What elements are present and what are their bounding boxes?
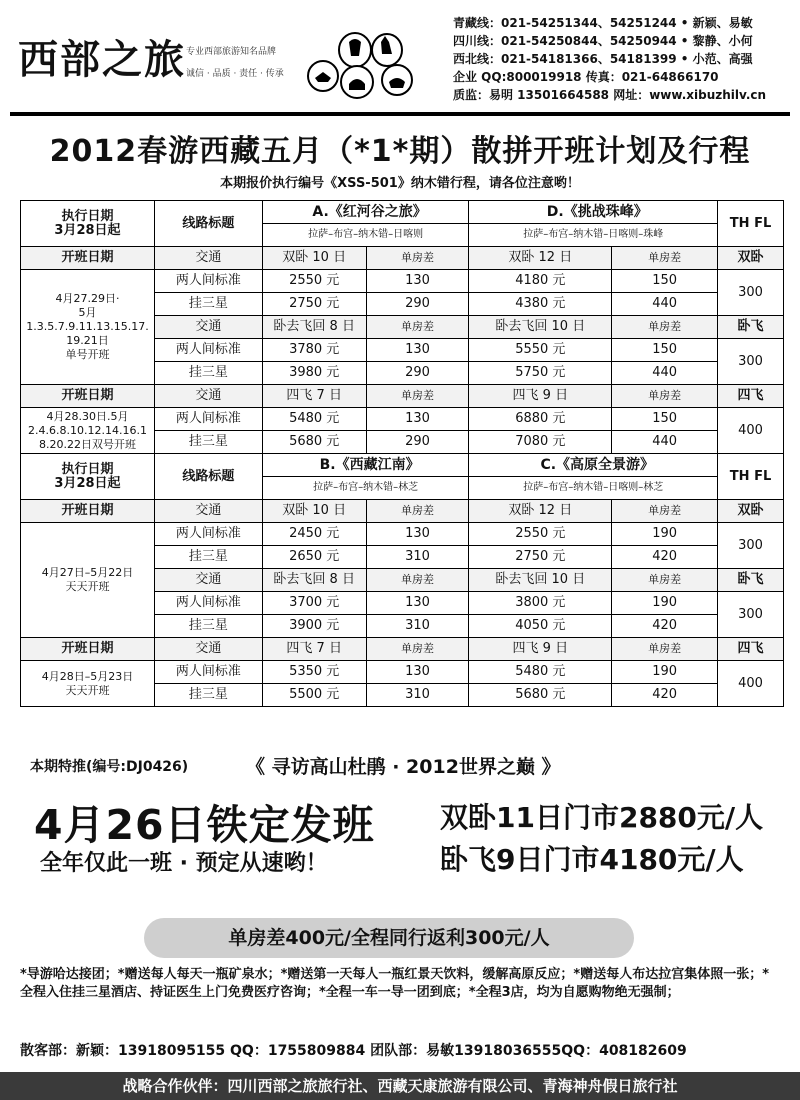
notes-text: *导游哈达接团；*赠送每人每天一瓶矿泉水；*赠送第一天每人一瓶红景天饮料，缓解高原反应；*赠送每人布达拉宫集体照一张；*全程入住挂三星酒店、持证医生上门免费医疗咨询；*全程一车一导一团到底；*全程3店，均为自愿购物绝无强制； <box>20 967 769 1000</box>
table-cell: 2750 元 <box>262 293 366 316</box>
table-cell: 150 <box>612 408 718 431</box>
table-cell: 130 <box>366 592 469 615</box>
route-title-label: 线路标题 <box>154 201 262 247</box>
table-cell: 开班日期 <box>21 385 155 408</box>
contact-line: 质监：易明 13501664588 网址：www.xibuzhilv.cn <box>453 88 767 102</box>
table-cell: 挂三星 <box>154 362 262 385</box>
table-cell: 双卧 <box>718 247 784 270</box>
table-cell: 310 <box>366 546 469 569</box>
table-cell: 310 <box>366 684 469 707</box>
table-cell: 3900 元 <box>262 615 366 638</box>
table-cell: 四飞 7 日 <box>262 385 366 408</box>
table-row <box>21 523 784 546</box>
schedule-table <box>20 200 784 707</box>
table-row <box>21 638 784 661</box>
table-cell: 2550 元 <box>469 523 612 546</box>
table-cell: 5680 元 <box>262 431 366 454</box>
table-cell: 两人间标准 <box>154 592 262 615</box>
table-row <box>21 454 784 477</box>
table-cell: 挂三星 <box>154 546 262 569</box>
table-row <box>21 385 784 408</box>
table-row <box>21 661 784 684</box>
route-title-label: 线路标题 <box>154 454 262 500</box>
table-cell: 4180 元 <box>469 270 612 293</box>
table-row <box>21 201 784 224</box>
brand-slogan: 专业西部旅游知名品牌 <box>186 47 277 57</box>
exec-date-cell: 执行日期 3月28日起 <box>21 201 155 247</box>
table-cell: 5350 元 <box>262 661 366 684</box>
table-cell: 290 <box>366 362 469 385</box>
table-cell: 150 <box>612 339 718 362</box>
table-cell: 卧飞 <box>718 316 784 339</box>
table-cell: 四飞 9 日 <box>469 385 612 408</box>
table-cell: 310 <box>366 615 469 638</box>
table-cell: 两人间标准 <box>154 270 262 293</box>
table-cell: 四飞 <box>718 385 784 408</box>
fixed-departure-date: 4月26日铁定发班 <box>34 801 375 849</box>
table-cell: 420 <box>612 615 718 638</box>
table-cell: 单房差 <box>612 500 718 523</box>
table-cell: 单房差 <box>366 385 469 408</box>
thfl-label: TH FL <box>718 454 784 500</box>
partners-footer: 战略合作伙伴：四川西部之旅旅行社、西藏天康旅游有限公司、青海神舟假日旅行社 <box>0 1072 800 1100</box>
table-cell: 440 <box>612 293 718 316</box>
price-line: 卧飞9日门市4180元/人 <box>440 843 744 876</box>
special-title: 《 寻访高山杜鹃 · 2012世界之巅 》 <box>246 756 561 778</box>
table-cell: 2450 元 <box>262 523 366 546</box>
table-cell: 7080 元 <box>469 431 612 454</box>
table-cell: 开班日期 <box>21 500 155 523</box>
table-cell: 交通 <box>154 385 262 408</box>
table-cell: 两人间标准 <box>154 661 262 684</box>
table-cell: 420 <box>612 546 718 569</box>
table-cell: 双卧 10 日 <box>262 500 366 523</box>
table-cell: 单房差 <box>612 385 718 408</box>
table-cell: 双卧 12 日 <box>469 500 612 523</box>
dates-cell: 4月27.29日· 5月 1.3.5.7.9.11.13.15.17. 19.21日 单号开班 <box>21 270 155 385</box>
table-cell: 190 <box>612 661 718 684</box>
table-cell: 单房差 <box>612 247 718 270</box>
table-cell: 3980 元 <box>262 362 366 385</box>
table-cell: 挂三星 <box>154 615 262 638</box>
table-cell: 卧飞 <box>718 569 784 592</box>
table-cell: 挂三星 <box>154 293 262 316</box>
table-cell: 卧去飞回 10 日 <box>469 316 612 339</box>
table-cell: 150 <box>612 270 718 293</box>
route-c-path: 拉萨–布宫–纳木错–日喀则–林芝 <box>469 477 718 500</box>
table-row <box>21 270 784 293</box>
table-cell: 4380 元 <box>469 293 612 316</box>
table-cell: 130 <box>366 339 469 362</box>
table-cell: 130 <box>366 523 469 546</box>
route-d-name: D.《挑战珠峰》 <box>469 201 718 224</box>
table-cell: 420 <box>612 684 718 707</box>
table-cell: 300 <box>718 592 784 638</box>
table-cell: 单房差 <box>366 500 469 523</box>
table-cell: 4050 元 <box>469 615 612 638</box>
table-cell: 交通 <box>154 569 262 592</box>
table-cell: 双卧 10 日 <box>262 247 366 270</box>
exec-date-cell: 执行日期 3月28日起 <box>21 454 155 500</box>
only-one-notice: 全年仅此一班 · 预定从速哟！ <box>40 851 328 876</box>
table-cell: 单房差 <box>366 316 469 339</box>
transport-label: 交通 <box>154 247 262 270</box>
dates-cell: 4月28日–5月23日 天天开班 <box>21 661 155 707</box>
rebate-banner: 单房差400元/全程同行返利300元/人 <box>144 918 634 958</box>
table-cell: 440 <box>612 362 718 385</box>
table-cell: 两人间标准 <box>154 523 262 546</box>
table-cell: 两人间标准 <box>154 408 262 431</box>
page-subtitle: 本期报价执行编号《XSS-501》纳木错行程，请各位注意哟！ <box>220 176 580 191</box>
table-cell: 5500 元 <box>262 684 366 707</box>
dates-cell: 4月27日–5月22日 天天开班 <box>21 523 155 638</box>
table-cell: 6880 元 <box>469 408 612 431</box>
header-divider <box>10 112 790 116</box>
table-cell: 卧去飞回 8 日 <box>262 569 366 592</box>
sales-contact-line: 散客部：新颖：13918095155 QQ：1755809884 团队部：易敏13918036555QQ：408182609 <box>20 1043 687 1059</box>
route-d-path: 拉萨–布宫–纳木错–日喀则–珠峰 <box>469 224 718 247</box>
table-cell: 290 <box>366 293 469 316</box>
dates-cell: 4月28.30日.5月 2.4.6.8.10.12.14.16.1 8.20.22日双号开班 <box>21 408 155 454</box>
table-cell: 290 <box>366 431 469 454</box>
table-cell: 300 <box>718 270 784 316</box>
table-cell: 双卧 12 日 <box>469 247 612 270</box>
brand-logo: 西部之旅 <box>18 36 186 83</box>
table-cell: 卧去飞回 10 日 <box>469 569 612 592</box>
price-line: 双卧11日门市2880元/人 <box>440 801 764 834</box>
table-cell: 挂三星 <box>154 431 262 454</box>
route-b-path: 拉萨–布宫–纳木错–林芝 <box>262 477 469 500</box>
table-cell: 双卧 <box>718 500 784 523</box>
thfl-label: TH FL <box>718 201 784 247</box>
contact-block <box>453 14 766 104</box>
contact-line: 企业 QQ:800019918 传真：021-64866170 <box>453 70 719 84</box>
table-cell: 5550 元 <box>469 339 612 362</box>
table-cell: 130 <box>366 270 469 293</box>
brand-motto: 诚信 · 品质 · 责任 · 传承 <box>186 69 284 79</box>
table-row <box>21 500 784 523</box>
table-cell: 单房差 <box>366 569 469 592</box>
animal-emblems-icon <box>305 28 415 100</box>
table-row <box>21 408 784 431</box>
route-b-name: B.《西藏江南》 <box>262 454 469 477</box>
table-cell: 300 <box>718 339 784 385</box>
contact-line: 四川线：021-54250844、54250944 • 黎静、小何 <box>453 34 753 48</box>
table-cell: 2550 元 <box>262 270 366 293</box>
route-a-path: 拉萨–布宫–纳木错–日喀则 <box>262 224 469 247</box>
table-cell: 四飞 <box>718 638 784 661</box>
start-date-label: 开班日期 <box>21 247 155 270</box>
table-cell: 2650 元 <box>262 546 366 569</box>
table-cell: 5480 元 <box>262 408 366 431</box>
table-cell: 2750 元 <box>469 546 612 569</box>
table-cell: 单房差 <box>366 247 469 270</box>
table-cell: 130 <box>366 408 469 431</box>
table-row <box>21 247 784 270</box>
table-cell: 交通 <box>154 638 262 661</box>
table-cell: 两人间标准 <box>154 339 262 362</box>
table-cell: 400 <box>718 661 784 707</box>
table-cell: 130 <box>366 661 469 684</box>
table-cell: 卧去飞回 8 日 <box>262 316 366 339</box>
table-cell: 挂三星 <box>154 684 262 707</box>
route-a-name: A.《红河谷之旅》 <box>262 201 469 224</box>
table-cell: 5750 元 <box>469 362 612 385</box>
table-cell: 300 <box>718 523 784 569</box>
table-cell: 5680 元 <box>469 684 612 707</box>
table-cell: 交通 <box>154 316 262 339</box>
contact-line: 西北线：021-54181366、54181399 • 小范、高强 <box>453 52 753 66</box>
table-cell: 单房差 <box>612 569 718 592</box>
table-cell: 四飞 7 日 <box>262 638 366 661</box>
page-title: 2012春游西藏五月（*1*期）散拼开班计划及行程 <box>49 134 751 169</box>
table-cell: 交通 <box>154 500 262 523</box>
table-cell: 四飞 9 日 <box>469 638 612 661</box>
table-cell: 3780 元 <box>262 339 366 362</box>
contact-line: 青藏线：021-54251344、54251244 • 新颖、易敏 <box>453 16 753 30</box>
table-cell: 单房差 <box>366 638 469 661</box>
table-cell: 5480 元 <box>469 661 612 684</box>
table-cell: 190 <box>612 523 718 546</box>
table-cell: 3800 元 <box>469 592 612 615</box>
table-cell: 单房差 <box>612 316 718 339</box>
special-label: 本期特推(编号:DJ0426) <box>30 759 189 775</box>
table-cell: 400 <box>718 408 784 454</box>
page-header <box>0 0 800 120</box>
table-cell: 3700 元 <box>262 592 366 615</box>
table-cell: 开班日期 <box>21 638 155 661</box>
table-cell: 190 <box>612 592 718 615</box>
table-cell: 440 <box>612 431 718 454</box>
route-c-name: C.《高原全景游》 <box>469 454 718 477</box>
table-cell: 单房差 <box>612 638 718 661</box>
